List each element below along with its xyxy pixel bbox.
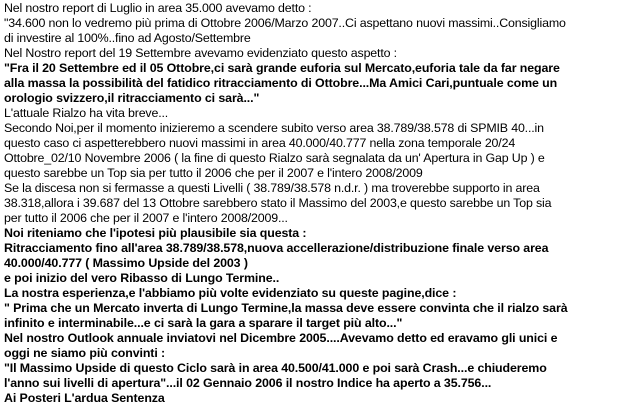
text-line-27: Ai Posteri L'ardua Sentenza (4, 391, 165, 405)
text-line-7: orologio svizzero,il ritracciamento ci sarà..." (4, 91, 260, 105)
text-line-12: questo sarebbe un Top sia per tutto il 2006 che per il 2007 e l'intero 2008/2009 (4, 166, 423, 180)
text-line-15: per tutto il 2006 che per il 2007 e l'intero 2008/2009... (4, 211, 288, 225)
text-line-6: alla massa la possibilità del fatidico ritracciamento di Ottobre...Ma Amici Cari,puntuale come un (4, 76, 558, 90)
text-line-9: Secondo Noi,per il momento inizieremo a scendere subito verso area 38.789/38.578 di SPMIB 40...in (4, 121, 544, 135)
text-line-25: "Il Massimo Upside di questo Ciclo sarà in area 40.500/41.000 e poi sarà Crash...e chiuderemo (4, 361, 547, 375)
text-line-23: Nel nostro Outlook annuale inviatovi nel Dicembre 2005....Avevamo detto ed eravamo gli unici e (4, 331, 558, 345)
text-line-21: " Prima che un Mercato inverta di Lungo Termine,la massa deve essere convinta che il rialzo sarà (4, 301, 568, 315)
text-line-11: Ottobre_02/10 Novembre 2006 ( la fine di questo Rialzo sarà segnalata da un' Apertura in Gap Up ) e (4, 151, 545, 165)
text-line-5: "Fra il 20 Settembre ed il 05 Ottobre,ci sarà grande euforia sul Mercato,euforia tale da far negare (4, 61, 560, 75)
text-line-19: e poi inizio del vero Ribasso di Lungo Termine.. (4, 271, 280, 285)
text-line-2: "34.600 non lo vedremo più prima di Ottobre 2006/Marzo 2007..Ci aspettano nuovi massimi..Consigliamo (4, 16, 566, 30)
text-line-14: 38.318,allora i 39.687 del 13 Ottobre sarebbero stato il Massimo del 2003,e questo sarebbe un Top sia (4, 196, 552, 210)
text-line-3: di investire al 100%..fino ad Agosto/Settembre (4, 31, 251, 45)
text-line-13: Se la discesa non si fermasse a questi Livelli ( 38.789/38.578 n.d.r. ) ma troverebbe supporto in area (4, 181, 540, 195)
text-line-24: oggi ne siamo più convinti : (4, 346, 166, 360)
text-line-4: Nel Nostro report del 19 Settembre avevamo evidenziato questo aspetto : (4, 46, 397, 60)
text-line-26: l'anno sui livelli di apertura"...il 02 Gennaio 2006 il nostro Indice ha aperto a 35.756... (4, 376, 492, 390)
text-line-16: Noi riteniamo che l'ipotesi più plausibile sia questa : (4, 226, 307, 240)
text-line-1: Nel nostro report di Luglio in area 35.000 avevamo detto : (4, 1, 312, 15)
text-line-22: infinito e interminabile...e ci sarà la gara a sparare il target più alto..." (4, 316, 403, 330)
text-line-10: questo caso ci aspetterebbero nuovi massimi in area 40.000/40.777 nella zona temporale 20/24 (4, 136, 516, 150)
text-line-18: 40.000/40.777 ( Massimo Upside del 2003 ) (4, 256, 248, 270)
text-line-17: Ritracciamento fino all'area 38.789/38.578,nuova accellerazione/distribuzione finale verso area (4, 241, 549, 255)
text-line-8: L'attuale Rialzo ha vita breve... (4, 106, 169, 120)
text-line-20: La nostra esperienza,e l'abbiamo più volte evidenziato su queste pagine,dice : (4, 286, 457, 300)
